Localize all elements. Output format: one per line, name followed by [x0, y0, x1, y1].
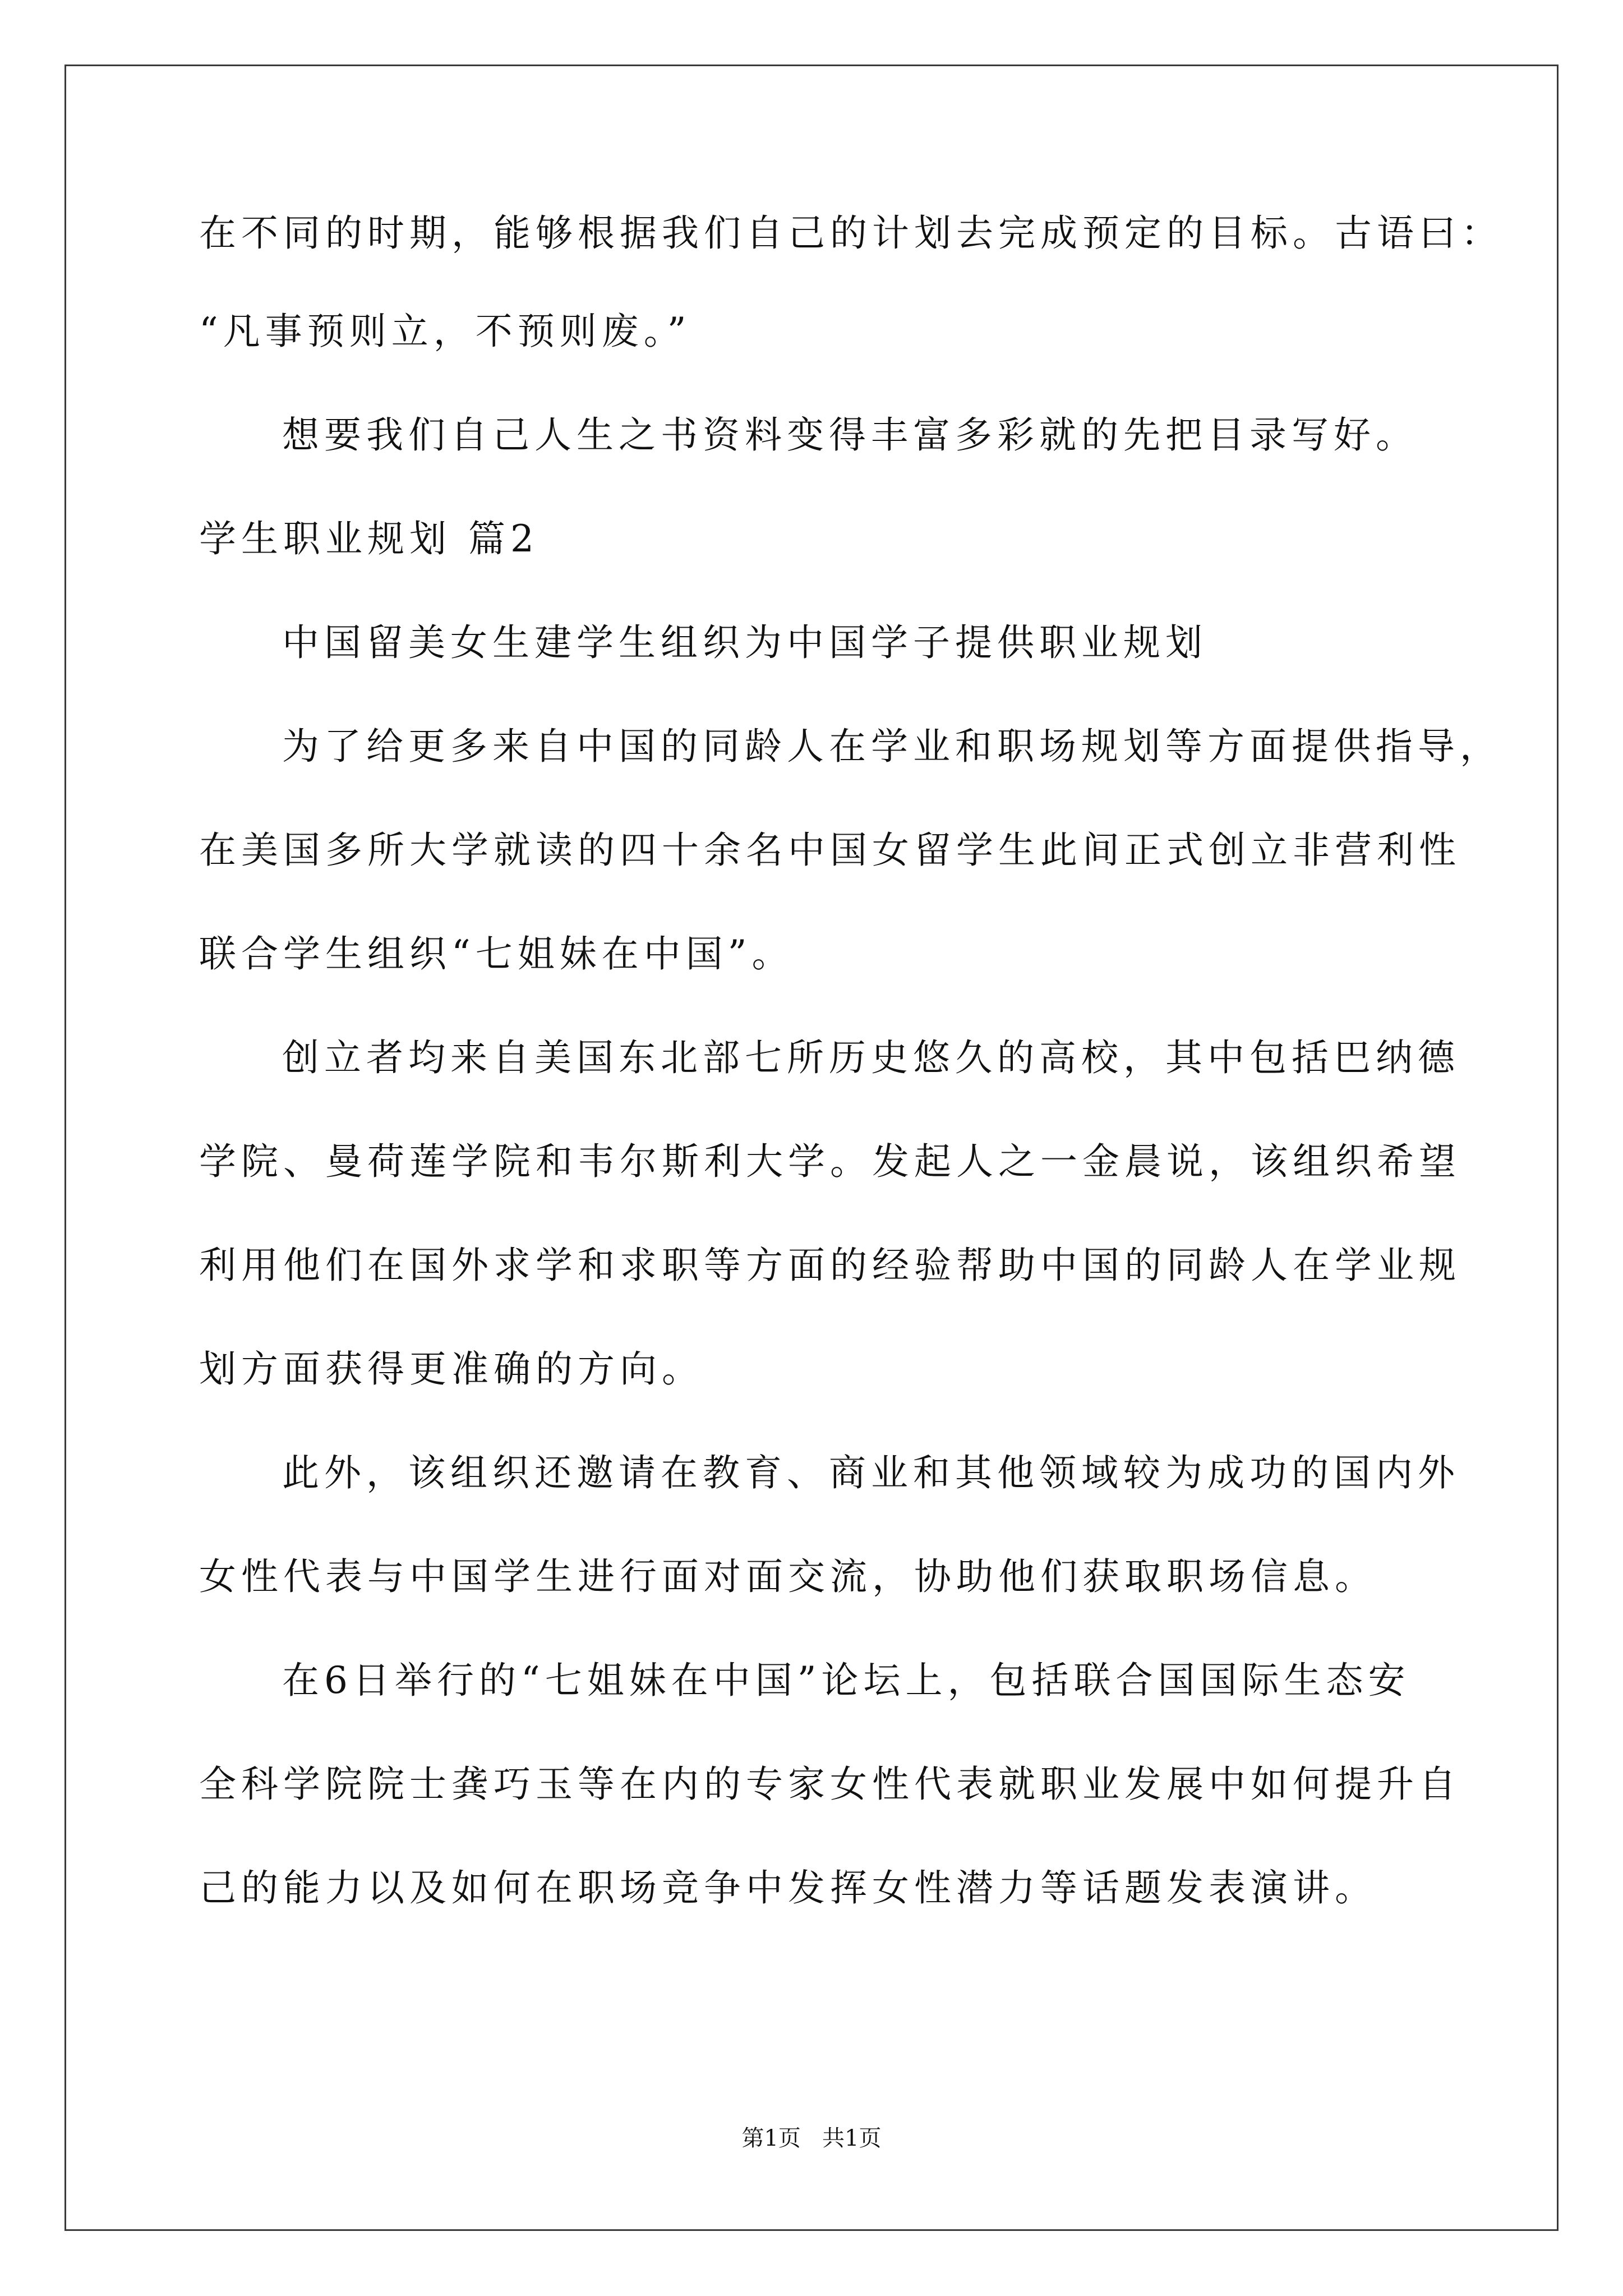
text-line: 学院、曼荷莲学院和韦尔斯利大学。发起人之一金晨说，该组织希望	[199, 1140, 1461, 1183]
text-line: 想要我们自己人生之书资料变得丰富多彩就的先把目录写好。	[282, 413, 1418, 457]
text-line: 划方面获得更准确的方向。	[199, 1347, 704, 1391]
text-line: 利用他们在国外求学和求职等方面的经验帮助中国的同龄人在学业规	[199, 1244, 1461, 1287]
text-line: “凡事预则立，不预则废。”	[199, 310, 691, 353]
text-line: 在不同的时期，能够根据我们自己的计划去完成预定的目标。古语曰：	[199, 211, 1503, 255]
page-number: 第1页 共1页	[741, 2125, 882, 2151]
text-line: 联合学生组织“七姐妹在中国”。	[199, 932, 794, 976]
page-footer	[0, 2120, 1623, 2152]
text-line: 为了给更多来自中国的同龄人在学业和职场规划等方面提供指导，	[282, 725, 1502, 768]
text-line: 全科学院院士龚巧玉等在内的专家女性代表就职业发展中如何提升自	[199, 1763, 1461, 1806]
text-line: 创立者均来自美国东北部七所历史悠久的高校，其中包括巴纳德	[282, 1036, 1460, 1079]
text-line: 此外，该组织还邀请在教育、商业和其他领域较为成功的国内外	[282, 1451, 1460, 1494]
section-heading: 学生职业规划 篇2	[199, 517, 539, 560]
text-line: 中国留美女生建学生组织为中国学子提供职业规划	[282, 621, 1207, 664]
text-line: 己的能力以及如何在职场竞争中发挥女性潜力等话题发表演讲。	[199, 1866, 1377, 1910]
text-line: 女性代表与中国学生进行面对面交流，协助他们获取职场信息。	[199, 1555, 1377, 1598]
text-line: 在6日举行的“七姐妹在中国”论坛上，包括联合国国际生态安	[282, 1659, 1410, 1702]
text-line: 在美国多所大学就读的四十余名中国女留学生此间正式创立非营利性	[199, 829, 1461, 872]
